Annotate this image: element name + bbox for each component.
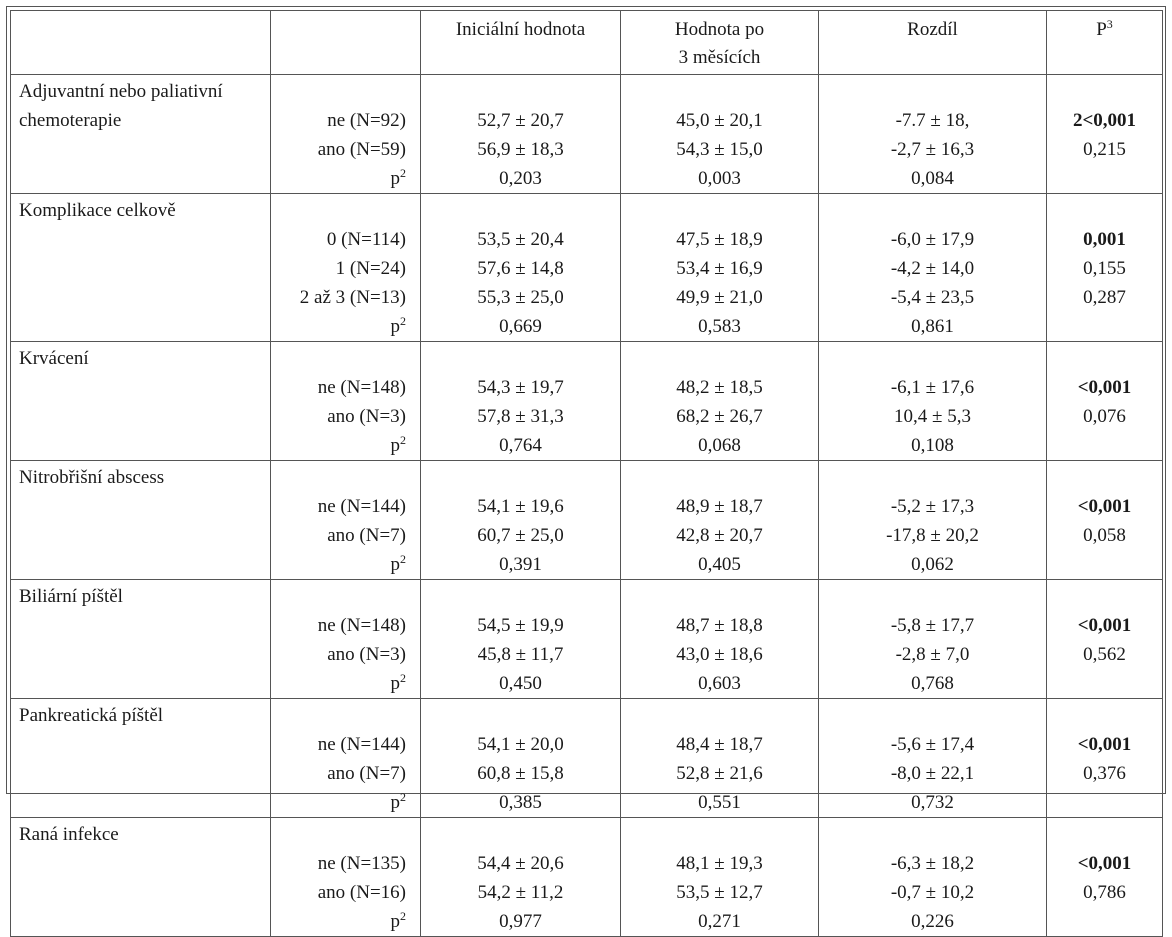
section-p-values: [1047, 75, 1162, 164]
section-initial-values: [421, 699, 620, 817]
section-after-values: [621, 818, 818, 936]
section-name-cell: [11, 580, 271, 699]
p2-letter: p: [390, 911, 400, 932]
p2-initial-value: 0,450: [499, 673, 542, 694]
after-value: 53,5 ± 12,7: [676, 882, 763, 903]
section-name-line: Pankreatická píštěl: [19, 705, 164, 726]
section-diff-values: [819, 461, 1046, 579]
section-p-values: [1047, 461, 1162, 550]
diff-value: -0,7 ± 10,2: [890, 882, 975, 903]
p2-label: [271, 907, 420, 936]
header-p-superscript: 3: [1106, 17, 1113, 31]
section-name-line: Komplikace celkově: [19, 200, 176, 221]
p2-initial-value: 0,391: [499, 554, 542, 575]
spacer-line: [819, 820, 1046, 849]
p2-after-value: 0,603: [698, 673, 741, 694]
p2-diff-value: 0,768: [911, 673, 954, 694]
group-value: ne (N=144): [317, 734, 406, 755]
header-p-label: P: [1096, 19, 1107, 40]
section-diff-values: [819, 342, 1046, 460]
spacer-line: [1047, 77, 1162, 106]
after-value: 47,5 ± 18,9: [676, 229, 763, 250]
initial-value: 57,6 ± 14,8: [477, 258, 564, 279]
section-name: [11, 75, 270, 135]
initial-value: 54,1 ± 19,6: [477, 496, 564, 517]
section-group-values: [271, 342, 420, 460]
after-value: 68,2 ± 26,7: [676, 406, 763, 427]
group-value: ano (N=59): [317, 139, 406, 160]
group-value: ne (N=144): [317, 496, 406, 517]
spacer-line: [271, 820, 420, 849]
section-diff-cell: [819, 461, 1047, 580]
p2-after-value: 0,068: [698, 435, 741, 456]
header-after-label-line1: Hodnota po: [674, 19, 765, 40]
spacer-line: [621, 820, 818, 849]
diff-value: -5,4 ± 23,5: [890, 287, 975, 308]
group-value: 1 (N=24): [335, 258, 406, 279]
section-p-values: [1047, 699, 1162, 788]
section-diff-cell: [819, 818, 1047, 937]
section-group-cell: [271, 194, 421, 342]
section-name: [11, 580, 270, 611]
header-cell-diff: [819, 11, 1047, 75]
header-after-label-line2: 3 měsících: [678, 47, 761, 68]
section-after-values: [621, 580, 818, 698]
diff-value: -17,8 ± 20,2: [886, 525, 979, 546]
initial-value: 54,5 ± 19,9: [477, 615, 564, 636]
diff-value: -4,2 ± 14,0: [890, 258, 975, 279]
section-initial-values: [421, 194, 620, 341]
p2-label: [271, 788, 420, 817]
p-value: 0,215: [1083, 139, 1126, 160]
spacer-line: [271, 344, 420, 373]
p2-superscript: 2: [400, 314, 406, 328]
initial-value: 60,7 ± 25,0: [477, 525, 564, 546]
after-value: 45,0 ± 20,1: [676, 110, 763, 131]
spacer-line: [421, 344, 620, 373]
section-p-values: [1047, 342, 1162, 431]
section-after-values: [621, 75, 818, 193]
p2-after-value: 0,405: [698, 554, 741, 575]
p2-after-value: 0,583: [698, 316, 741, 337]
diff-value: -7.7 ± 18,: [895, 110, 970, 131]
diff-value: -5,2 ± 17,3: [890, 496, 975, 517]
p2-initial-value: 0,385: [499, 792, 542, 813]
table-body: [11, 11, 1163, 937]
section-row: [11, 342, 1163, 461]
initial-value: 54,2 ± 11,2: [477, 882, 564, 903]
results-table-frame: [6, 6, 1166, 932]
section-after-cell: [621, 818, 819, 937]
diff-value: -5,6 ± 17,4: [890, 734, 975, 755]
section-group-values: [271, 75, 420, 193]
section-diff-cell: [819, 580, 1047, 699]
initial-value: 60,8 ± 15,8: [477, 763, 564, 784]
initial-value: 54,3 ± 19,7: [477, 377, 564, 398]
group-value: ano (N=7): [327, 525, 406, 546]
p2-label: [271, 312, 420, 341]
diff-value: -2,8 ± 7,0: [895, 644, 970, 665]
p-value: 0,562: [1083, 644, 1126, 665]
section-diff-values: [819, 699, 1046, 817]
p-value: 2<0,001: [1072, 110, 1137, 131]
p2-letter: p: [390, 435, 400, 456]
section-name-line: Nitrobřišní abscess: [19, 467, 165, 488]
p2-after-value: 0,271: [698, 911, 741, 932]
section-initial-values: [421, 75, 620, 193]
initial-value: 53,5 ± 20,4: [477, 229, 564, 250]
after-value: 48,2 ± 18,5: [676, 377, 763, 398]
header-diff-label: Rozdíl: [907, 19, 958, 40]
spacer-line: [271, 582, 420, 611]
p2-after-value: 0,551: [698, 792, 741, 813]
after-value: 48,9 ± 18,7: [676, 496, 763, 517]
section-initial-cell: [421, 818, 621, 937]
section-diff-values: [819, 194, 1046, 341]
header-cell-p: [1047, 11, 1163, 75]
spacer-line: [421, 582, 620, 611]
section-row: [11, 194, 1163, 342]
section-row: [11, 461, 1163, 580]
header-cell-name: [11, 11, 271, 75]
spacer-line: [1047, 701, 1162, 730]
after-value: 54,3 ± 15,0: [676, 139, 763, 160]
spacer-line: [819, 463, 1046, 492]
diff-value: -6,1 ± 17,6: [890, 377, 975, 398]
spacer-line: [271, 77, 420, 106]
diff-value: -5,8 ± 17,7: [890, 615, 975, 636]
section-p-cell: [1047, 75, 1163, 194]
section-initial-values: [421, 461, 620, 579]
p2-letter: p: [390, 792, 400, 813]
section-diff-cell: [819, 194, 1047, 342]
p2-letter: p: [390, 316, 400, 337]
p2-diff-value: 0,108: [911, 435, 954, 456]
initial-value: 56,9 ± 18,3: [477, 139, 564, 160]
after-value: 48,1 ± 19,3: [676, 853, 763, 874]
p2-diff-value: 0,861: [911, 316, 954, 337]
initial-value: 55,3 ± 25,0: [477, 287, 564, 308]
p2-initial-value: 0,203: [499, 168, 542, 189]
spacer-line: [621, 582, 818, 611]
group-value: ne (N=148): [317, 377, 406, 398]
spacer-line: [271, 701, 420, 730]
section-name-cell: [11, 342, 271, 461]
section-group-values: [271, 580, 420, 698]
p2-superscript: 2: [400, 909, 406, 923]
diff-value: -8,0 ± 22,1: [890, 763, 975, 784]
spacer-line: [421, 701, 620, 730]
p-value: 0,058: [1083, 525, 1126, 546]
spacer-line: [1047, 582, 1162, 611]
initial-value: 45,8 ± 11,7: [477, 644, 564, 665]
section-name: [11, 818, 270, 849]
after-value: 48,4 ± 18,7: [676, 734, 763, 755]
section-p-cell: [1047, 194, 1163, 342]
section-name-line: Raná infekce: [19, 824, 119, 845]
header-cell-group: [271, 11, 421, 75]
p-value: 0,001: [1083, 229, 1126, 250]
section-name-cell: [11, 818, 271, 937]
section-initial-cell: [421, 580, 621, 699]
section-diff-values: [819, 818, 1046, 936]
p2-superscript: 2: [400, 790, 406, 804]
section-row: [11, 580, 1163, 699]
p2-label: [271, 550, 420, 579]
spacer-line: [621, 77, 818, 106]
p2-label: [271, 431, 420, 460]
p2-label: [271, 669, 420, 698]
p-value: 0,376: [1083, 763, 1126, 784]
section-after-values: [621, 461, 818, 579]
header-row: [11, 11, 1163, 75]
section-row: [11, 75, 1163, 194]
initial-value: 54,1 ± 20,0: [477, 734, 564, 755]
p2-letter: p: [390, 673, 400, 694]
section-group-cell: [271, 818, 421, 937]
spacer-line: [819, 582, 1046, 611]
section-after-values: [621, 342, 818, 460]
group-value: ano (N=7): [327, 763, 406, 784]
group-value: 2 až 3 (N=13): [299, 287, 406, 308]
p2-diff-value: 0,732: [911, 792, 954, 813]
section-group-cell: [271, 342, 421, 461]
section-group-values: [271, 818, 420, 936]
section-p-cell: [1047, 342, 1163, 461]
p2-after-value: 0,003: [698, 168, 741, 189]
section-initial-cell: [421, 194, 621, 342]
p-value: 0,076: [1083, 406, 1126, 427]
diff-value: -2,7 ± 16,3: [890, 139, 975, 160]
section-group-values: [271, 194, 420, 341]
group-value: ne (N=92): [327, 110, 406, 131]
spacer-line: [421, 820, 620, 849]
section-p-cell: [1047, 461, 1163, 580]
spacer-line: [271, 196, 420, 225]
section-initial-cell: [421, 342, 621, 461]
spacer-line: [621, 344, 818, 373]
section-p-cell: [1047, 580, 1163, 699]
spacer-line: [421, 463, 620, 492]
after-value: 49,9 ± 21,0: [676, 287, 763, 308]
section-group-cell: [271, 461, 421, 580]
p2-initial-value: 0,764: [499, 435, 542, 456]
section-p-cell: [1047, 818, 1163, 937]
section-name-cell: [11, 461, 271, 580]
section-name: [11, 342, 270, 373]
section-name: [11, 194, 270, 225]
section-name-line: Biliární píštěl: [19, 586, 123, 607]
spacer-line: [819, 344, 1046, 373]
section-group-cell: [271, 75, 421, 194]
section-p-values: [1047, 194, 1162, 312]
p-value: <0,001: [1077, 734, 1132, 755]
group-value: ne (N=135): [317, 853, 406, 874]
p-value: 0,287: [1083, 287, 1126, 308]
p2-label: [271, 164, 420, 193]
section-diff-cell: [819, 342, 1047, 461]
spacer-line: [421, 196, 620, 225]
section-group-values: [271, 699, 420, 817]
p2-diff-value: 0,084: [911, 168, 954, 189]
section-name-line: Krvácení: [19, 348, 89, 369]
section-initial-cell: [421, 461, 621, 580]
p-value: 0,786: [1083, 882, 1126, 903]
p-value: <0,001: [1077, 615, 1132, 636]
spacer-line: [1047, 820, 1162, 849]
spacer-line: [1047, 344, 1162, 373]
header-initial-label: Iniciální hodnota: [455, 19, 586, 40]
section-after-cell: [621, 580, 819, 699]
initial-value: 52,7 ± 20,7: [477, 110, 564, 131]
p2-superscript: 2: [400, 433, 406, 447]
diff-value: 10,4 ± 5,3: [894, 406, 971, 427]
p2-diff-value: 0,062: [911, 554, 954, 575]
initial-value: 54,4 ± 20,6: [477, 853, 564, 874]
section-after-cell: [621, 461, 819, 580]
section-after-values: [621, 194, 818, 341]
p-value: <0,001: [1077, 496, 1132, 517]
after-value: 53,4 ± 16,9: [676, 258, 763, 279]
section-after-values: [621, 699, 818, 817]
after-value: 43,0 ± 18,6: [676, 644, 763, 665]
spacer-line: [819, 77, 1046, 106]
after-value: 42,8 ± 20,7: [676, 525, 763, 546]
group-value: ano (N=3): [327, 644, 406, 665]
group-value: ano (N=3): [327, 406, 406, 427]
section-p-values: [1047, 580, 1162, 669]
spacer-line: [621, 701, 818, 730]
after-value: 48,7 ± 18,8: [676, 615, 763, 636]
group-value: 0 (N=114): [326, 229, 406, 250]
section-name: [11, 461, 270, 492]
section-initial-cell: [421, 75, 621, 194]
section-initial-values: [421, 342, 620, 460]
p2-letter: p: [390, 168, 400, 189]
section-diff-cell: [819, 75, 1047, 194]
section-name-line: Adjuvantní nebo paliativní: [19, 81, 223, 102]
p2-diff-value: 0,226: [911, 911, 954, 932]
spacer-line: [621, 463, 818, 492]
group-value: ne (N=148): [317, 615, 406, 636]
p2-superscript: 2: [400, 552, 406, 566]
section-name-line: chemoterapie: [19, 110, 122, 131]
diff-value: -6,0 ± 17,9: [890, 229, 975, 250]
spacer-line: [421, 77, 620, 106]
p-value: <0,001: [1077, 853, 1132, 874]
p2-superscript: 2: [400, 166, 406, 180]
spacer-line: [819, 196, 1046, 225]
p2-initial-value: 0,669: [499, 316, 542, 337]
p2-letter: p: [390, 554, 400, 575]
p2-superscript: 2: [400, 671, 406, 685]
section-group-cell: [271, 580, 421, 699]
section-initial-values: [421, 818, 620, 936]
section-after-cell: [621, 342, 819, 461]
p2-initial-value: 0,977: [499, 911, 542, 932]
results-table: [10, 10, 1163, 937]
p-value: <0,001: [1077, 377, 1132, 398]
header-cell-after: [621, 11, 819, 75]
section-diff-values: [819, 580, 1046, 698]
after-value: 52,8 ± 21,6: [676, 763, 763, 784]
header-cell-initial: [421, 11, 621, 75]
section-p-values: [1047, 818, 1162, 907]
spacer-line: [1047, 196, 1162, 225]
section-name: [11, 699, 270, 730]
section-row: [11, 818, 1163, 937]
spacer-line: [1047, 463, 1162, 492]
section-initial-values: [421, 580, 620, 698]
group-value: ano (N=16): [317, 882, 406, 903]
section-name-cell: [11, 75, 271, 194]
spacer-line: [621, 196, 818, 225]
section-name-cell: [11, 194, 271, 342]
initial-value: 57,8 ± 31,3: [477, 406, 564, 427]
section-after-cell: [621, 75, 819, 194]
section-after-cell: [621, 194, 819, 342]
section-diff-values: [819, 75, 1046, 193]
p-value: 0,155: [1083, 258, 1126, 279]
diff-value: -6,3 ± 18,2: [890, 853, 975, 874]
section-group-values: [271, 461, 420, 579]
spacer-line: [819, 701, 1046, 730]
spacer-line: [271, 463, 420, 492]
